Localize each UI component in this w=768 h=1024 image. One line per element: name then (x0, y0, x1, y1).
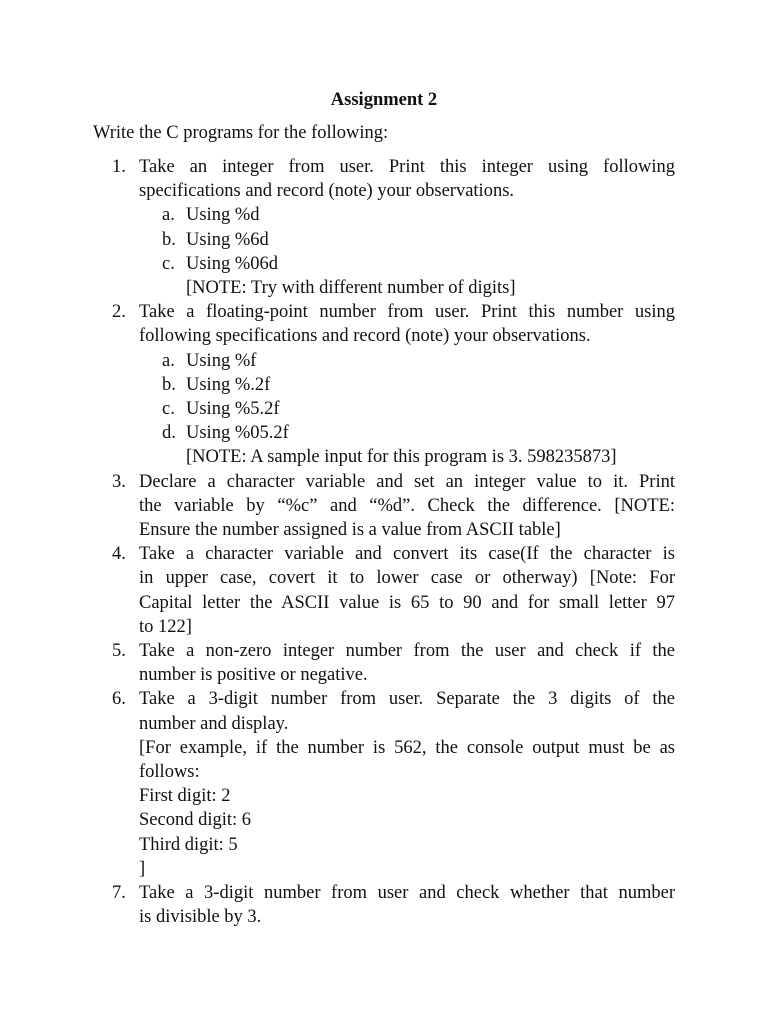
sub-item-text: Using %f (186, 350, 257, 371)
list-item (0, 881, 768, 929)
sub-item-text: Using %05.2f (186, 423, 289, 444)
item-line: Second digit: 6 (139, 810, 252, 831)
sub-item-letter: a. (162, 205, 175, 226)
sub-item-letter: c. (162, 399, 175, 420)
sub-item-text: Using %d (186, 205, 260, 226)
sub-item-letter: d. (162, 423, 176, 444)
item-number: 4. (112, 544, 126, 565)
sub-item-letter: b. (162, 229, 176, 250)
item-line: is divisible by 3. (139, 907, 262, 928)
item-line: Take a floating-point number from user. Print this number using (139, 302, 675, 323)
item-body (139, 639, 675, 687)
item-line: number is positive or negative. (139, 665, 368, 686)
item-line: the variable by “%c” and “%d”. Check the difference. [NOTE: (139, 495, 675, 516)
item-number: 2. (112, 302, 126, 323)
intro-text: Write the C programs for the following: (93, 123, 389, 143)
assignment-list (0, 155, 768, 930)
item-body (139, 155, 675, 203)
item-line: Take a non-zero integer number from the user and check if the (139, 641, 675, 662)
item-line: Take a 3-digit number from user. Separate the 3 digits of the (139, 689, 675, 710)
list-item (0, 470, 768, 543)
page-title: Assignment 2 (330, 90, 438, 110)
item-line: follows: (139, 762, 200, 783)
sub-item (0, 349, 768, 373)
sub-item (0, 397, 768, 421)
sub-item-text: Using %.2f (186, 374, 271, 395)
item-body (139, 881, 675, 929)
sub-item (0, 228, 768, 252)
sub-item-letter: b. (162, 374, 176, 395)
item-number: 7. (112, 883, 126, 904)
item-note: [NOTE: Try with different number of digits] (186, 278, 516, 299)
item-body (139, 542, 675, 639)
sub-item (0, 373, 768, 397)
item-line: First digit: 2 (139, 786, 231, 807)
item-body (139, 687, 675, 881)
item-number: 3. (112, 471, 126, 492)
item-line: specifications and record (note) your observations. (139, 181, 515, 202)
item-line: following specifications and record (note) your observations. (139, 326, 591, 347)
list-item (0, 542, 768, 639)
item-note: [NOTE: A sample input for this program is 3. 598235873] (186, 447, 617, 468)
item-number: 6. (112, 689, 126, 710)
list-item (0, 155, 768, 300)
item-line: ] (139, 858, 146, 879)
list-item (0, 639, 768, 687)
item-line: Take an integer from user. Print this integer using following (139, 157, 675, 177)
sub-item-text: Using %06d (186, 253, 278, 274)
sub-item (0, 203, 768, 227)
item-line: number and display. (139, 713, 289, 734)
item-body (139, 470, 675, 543)
sub-item-letter: a. (162, 350, 175, 371)
sub-item-letter: c. (162, 253, 175, 274)
item-line: in upper case, covert it to lower case or otherway) [Note: For (139, 568, 675, 589)
list-item (0, 687, 768, 881)
item-body (139, 300, 675, 348)
sub-item (0, 421, 768, 445)
item-line: [For example, if the number is 562, the console output must be as (139, 737, 675, 758)
sub-item-text: Using %5.2f (186, 399, 280, 420)
sub-item-text: Using %6d (186, 229, 269, 250)
sub-item (0, 252, 768, 276)
item-number: 1. (112, 157, 126, 177)
item-line: to 122] (139, 616, 192, 637)
item-line: Capital letter the ASCII value is 65 to 90 and for small letter 97 (139, 592, 675, 613)
item-line: Third digit: 5 (139, 834, 238, 855)
list-item (0, 300, 768, 469)
item-number: 5. (112, 641, 126, 662)
item-line: Ensure the number assigned is a value from ASCII table] (139, 520, 561, 541)
item-line: Take a 3-digit number from user and check whether that number (139, 883, 675, 904)
item-line: Take a character variable and convert its case(If the character is (139, 544, 675, 565)
item-line: Declare a character variable and set an integer value to it. Print (139, 471, 675, 492)
